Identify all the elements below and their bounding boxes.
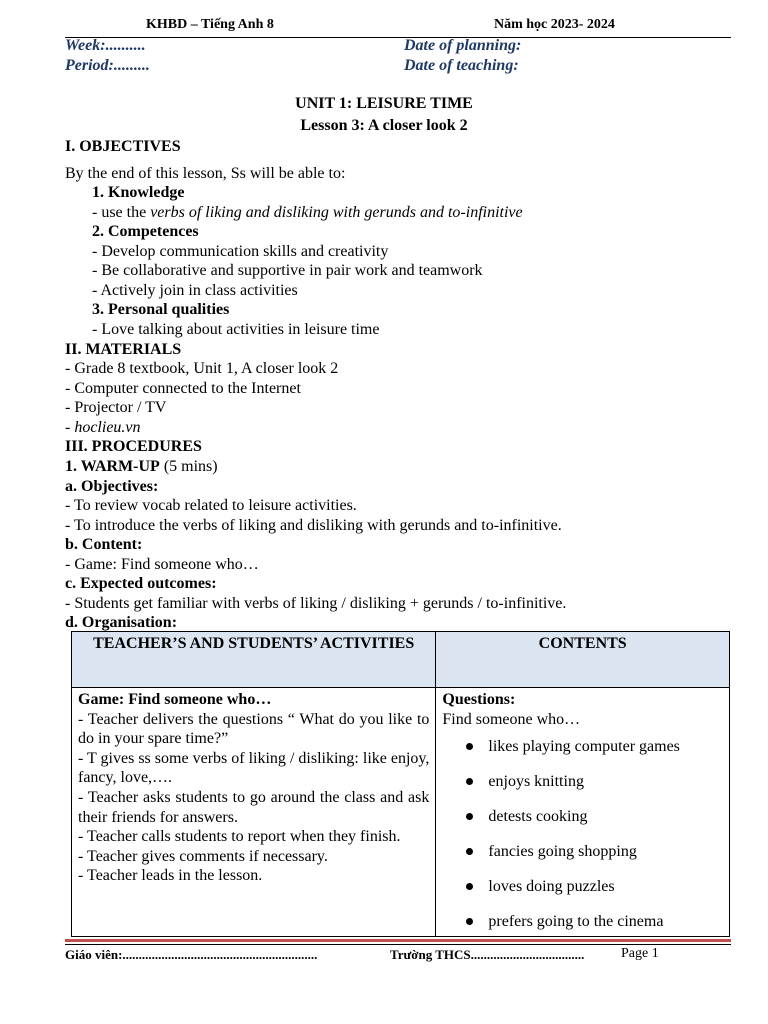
header-right: Năm học 2023- 2024 (494, 17, 615, 32)
lesson-title: Lesson 3: A closer look 2 (300, 117, 468, 134)
organisation-d-heading: d. Organisation: (65, 614, 178, 631)
competence-item: - Be collaborative and supportive in pair work and teamwork (92, 262, 483, 279)
footer-rule-thick (65, 939, 731, 942)
material-prefix: - (65, 419, 75, 436)
material-link-text: hoclieu.vn (74, 419, 141, 436)
footer-school: Trường THCS................................... (390, 947, 585, 962)
knowledge-italic: verbs of liking and disliking with gerunds and to-infinitive (150, 204, 523, 221)
procedures-heading: III. PROCEDURES (65, 438, 202, 455)
objective-a-item: - To introduce the verbs of liking and disliking with gerunds and to-infinitive. (65, 517, 562, 534)
bullet-icon (466, 813, 473, 820)
objectives-a-heading: a. Objectives: (65, 478, 159, 495)
question-text: likes playing computer games (488, 738, 680, 756)
material-item-hoclieu (65, 418, 141, 438)
list-item (442, 772, 723, 807)
activity-line: - Teacher gives comments if necessary. (78, 847, 328, 865)
organisation-table (71, 631, 730, 937)
objectives-heading: I. OBJECTIVES (65, 138, 181, 155)
list-item (442, 807, 723, 842)
question-text: enjoys knitting (488, 773, 584, 791)
activities-cell (72, 688, 436, 937)
activity-line: - Teacher leads in the lesson. (78, 867, 263, 885)
activity-title: Game: Find someone who… (78, 691, 272, 708)
competence-item: - Develop communication skills and creativity (92, 243, 389, 260)
bullet-icon (466, 848, 473, 855)
footer-teacher: Giáo viên:............................................................ (65, 947, 318, 962)
table-header-row (72, 632, 730, 688)
questions-title: Questions: (442, 691, 516, 708)
contents-cell (436, 688, 730, 937)
material-item: - Projector / TV (65, 399, 167, 416)
warmup-time: (5 mins) (159, 458, 218, 475)
header-rule (65, 37, 731, 38)
questions-intro: Find someone who… (442, 710, 581, 728)
materials-heading: II. MATERIALS (65, 341, 182, 358)
table-header-contents: CONTENTS (436, 632, 730, 688)
material-item: - Computer connected to the Internet (65, 380, 301, 397)
unit-title: UNIT 1: LEISURE TIME (295, 95, 473, 112)
knowledge-item (92, 203, 523, 223)
objectives-intro: By the end of this lesson, Ss will be able to: (65, 165, 346, 182)
warmup-heading (65, 457, 218, 477)
question-text: loves doing puzzles (488, 878, 615, 896)
bullet-icon (466, 883, 473, 890)
week-field: Week:.......... (65, 37, 146, 54)
outcomes-c-item: - Students get familiar with verbs of liking / disliking + gerunds / to-infinitive. (65, 595, 567, 612)
activity-line: - Teacher asks students to go around the class and ask their friends for answers. (78, 788, 430, 826)
questions-list (442, 737, 723, 932)
list-item (442, 737, 723, 772)
list-item (442, 912, 723, 932)
activity-line: - Teacher calls students to report when they finish. (78, 828, 401, 846)
knowledge-prefix: - use the (92, 204, 151, 221)
header-left: KHBD – Tiếng Anh 8 (146, 17, 274, 32)
content-b-heading: b. Content: (65, 536, 143, 553)
question-text: fancies going shopping (488, 843, 637, 861)
period-field: Period:......... (65, 57, 150, 74)
bullet-icon (466, 778, 473, 785)
qualities-heading: 3. Personal qualities (92, 301, 230, 318)
bullet-icon (466, 743, 473, 750)
table-header-activities: TEACHER’S AND STUDENTS’ ACTIVITIES (72, 632, 436, 688)
warmup-title: 1. WARM-UP (65, 458, 160, 475)
competences-heading: 2. Competences (92, 223, 199, 240)
date-of-planning-field: Date of planning: (404, 37, 522, 54)
objective-a-item: - To review vocab related to leisure activities. (65, 497, 357, 514)
knowledge-heading: 1. Knowledge (92, 184, 185, 201)
material-item: - Grade 8 textbook, Unit 1, A closer look 2 (65, 360, 339, 377)
question-text: detests cooking (488, 808, 588, 826)
list-item (442, 842, 723, 877)
content-b-item: - Game: Find someone who… (65, 556, 259, 573)
activity-line: - T gives ss some verbs of liking / disliking: like enjoy, fancy, love,…. (78, 749, 430, 787)
footer-page-number: Page 1 (621, 946, 659, 961)
footer-rule-thin (65, 944, 731, 945)
table-row (72, 688, 730, 937)
quality-item: - Love talking about activities in leisure time (92, 321, 380, 338)
question-text: prefers going to the cinema (488, 913, 664, 931)
date-of-teaching-field: Date of teaching: (404, 57, 519, 74)
competence-item: - Actively join in class activities (92, 282, 298, 299)
activity-line: - Teacher delivers the questions “ What do you like to do in your spare time?” (78, 710, 430, 748)
list-item (442, 877, 723, 912)
outcomes-c-heading: c. Expected outcomes: (65, 575, 217, 592)
bullet-icon (466, 918, 473, 925)
